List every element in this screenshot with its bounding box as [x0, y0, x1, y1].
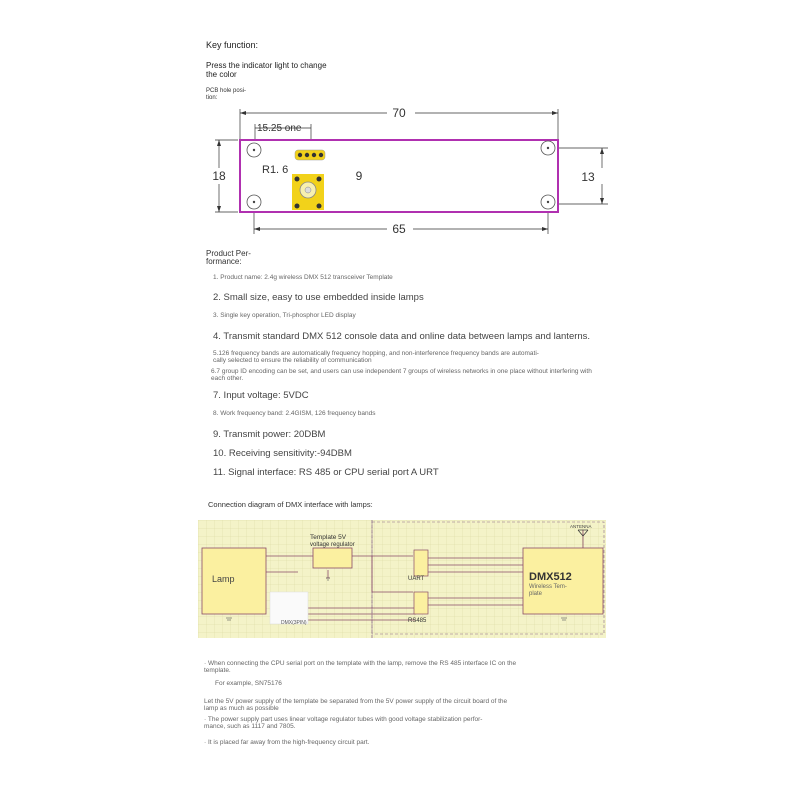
press-line-2: the color: [206, 70, 237, 79]
performance-item-7: 7. Input voltage: 5VDC: [213, 390, 309, 401]
pcb-board-outline: [240, 140, 558, 212]
dmx-connection-diagram: [198, 520, 606, 638]
note-4-line-1: · The power supply part uses linear voltage regulator tubes with good voltage stabilization perfor-: [204, 716, 483, 723]
item-6-line-2: each other.: [211, 375, 244, 382]
lamp-label: Lamp: [212, 574, 235, 584]
dmx512-sub-line-2: plate: [529, 591, 543, 597]
performance-item-2: 2. Small size, easy to use embedded inside lamps: [213, 292, 424, 303]
hole-radius-label: R1. 6: [262, 164, 289, 176]
product-performance-heading: [206, 250, 286, 266]
note-example: For example, SN75176: [215, 680, 282, 687]
connection-diagram-heading: Connection diagram of DMX interface with lamps:: [208, 500, 373, 509]
dmx512-sub-line-1: Wireless Tem-: [529, 584, 567, 590]
note-3-line-2: lamp as much as possible: [204, 705, 279, 712]
note-3-line-1: Let the 5V power supply of the template be separated from the 5V power supply of the circuit board of the: [204, 698, 508, 705]
pcb-line-1: PCB hole posi-: [206, 88, 247, 94]
performance-item-3: 3. Single key operation, Tri-phosphor LED display: [213, 312, 356, 319]
note-high-frequency: · It is placed far away from the high-frequency circuit part.: [204, 739, 370, 746]
voltage-regulator-box: [313, 548, 352, 568]
performance-item-5: [213, 350, 539, 364]
key-function-heading: Key function:: [206, 40, 259, 50]
button-pad: [292, 174, 324, 210]
dimension-inner: 9: [355, 169, 363, 183]
rs485-label: RS485: [408, 618, 427, 624]
note-linear-regulator: [204, 716, 534, 730]
dmx512-title: DMX512: [529, 571, 572, 583]
dimension-right: 13: [581, 170, 595, 184]
pcb-line-2: tion:: [206, 95, 218, 101]
performance-item-9: 9. Transmit power: 20DBM: [213, 429, 326, 440]
regulator-label-line-2: voltage regulator: [310, 542, 355, 548]
performance-item-10: 10. Receiving sensitivity:-94DBM: [213, 448, 352, 459]
dimension-left: 18: [212, 169, 226, 183]
uart-connector: [414, 550, 428, 576]
performance-title-line-1: Product Per-: [206, 249, 251, 258]
item-5-line-2: cally selected to ensure the reliability of communication: [213, 357, 372, 364]
performance-item-8: 8. Work frequency band: 2.4GISM, 126 frequency bands: [213, 410, 376, 417]
rs485-connector: [414, 592, 428, 614]
connector-pads: [295, 150, 325, 160]
performance-item-6: [211, 368, 592, 382]
antenna-label: ANTENNA: [570, 524, 592, 529]
performance-title-line-2: formance:: [206, 257, 242, 266]
plug-label: DMX(3PIN): [281, 620, 307, 626]
dimension-bottom: 65: [392, 222, 406, 236]
dimension-top: 70: [392, 106, 406, 120]
regulator-label-line-1: Template 5V: [310, 534, 347, 541]
dimension-offset: 15.25 one: [257, 123, 302, 134]
pcb-dimension-drawing: [200, 100, 620, 240]
uart-label: UART: [408, 576, 425, 582]
key-function-description: [206, 61, 336, 79]
note-power-separation: [204, 698, 534, 712]
press-line-1: Press the indicator light to change: [206, 61, 327, 70]
performance-item-1: 1. Product name: 2.4g wireless DMX 512 transceiver Template: [213, 274, 393, 281]
item-6-line-1: 6.7 group ID encoding can be set, and users can use independent 7 groups of wireless networks in one place without interfering with: [211, 368, 592, 375]
performance-item-11: 11. Signal interface: RS 485 or CPU serial port A URT: [213, 467, 439, 478]
performance-item-4: 4. Transmit standard DMX 512 console data and online data between lamps and lanterns.: [213, 331, 591, 342]
item-5-line-1: 5.126 frequency bands are automatically frequency hopping, and non-interference frequency bands are automati-: [213, 350, 539, 357]
note-4-line-2: mance, such as 1117 and 7805.: [204, 723, 296, 730]
note-cpu-serial: · When connecting the CPU serial port on the template with the lamp, remove the RS 485 interface IC on the template.: [204, 660, 517, 674]
